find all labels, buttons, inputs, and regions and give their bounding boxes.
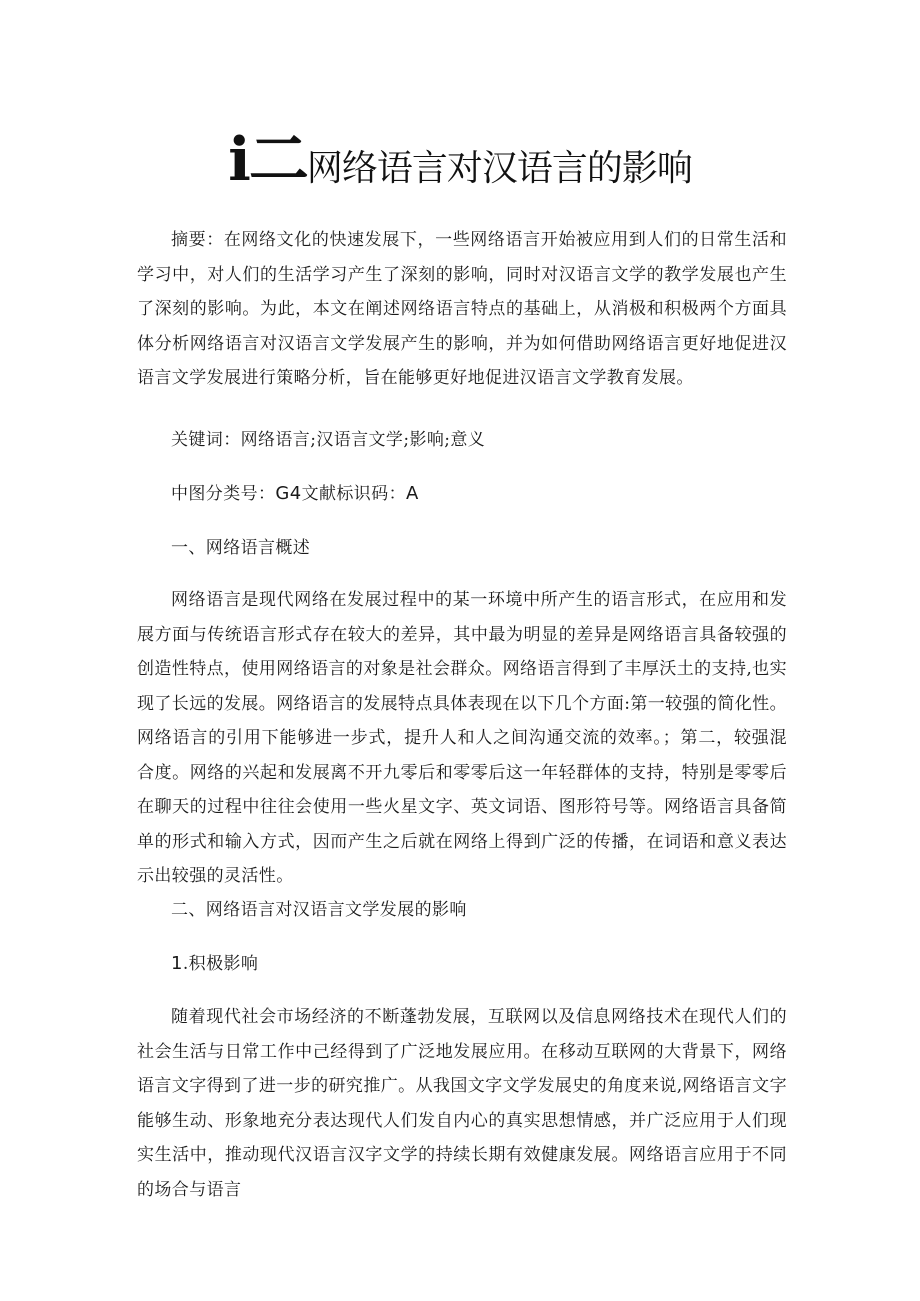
title-prefix: i二 [228,125,307,195]
classification-label: 中图分类号： [171,484,276,504]
subsection1-body: 随着现代社会市场经济的不断蓬勃发展，互联网以及信息网络技术在现代人们的社会生活与日常工作中己经得到了广泛地发展应用。在移动互联网的大背景下，网络语言文字得到了进一步的研究推广。从我国文字文学发展史的角度来说,网络语言文字能够生动、形象地充分表达现代人们发自内心的真实思想情感，并广泛应用于人们现实生活中，推动现代汉语言汉字文学的持续长期有效健康发展。网络语言应用于不同的场合与语言 [137,1007,787,1200]
document-id-code: A [406,483,419,504]
abstract-paragraph: 摘要：在网络文化的快速发展下，一些网络语言开始被应用到人们的日常生活和学习中，对人们的生活学习产生了深刻的影响，同时对汉语言文学的教学发展也产生了深刻的影响。为此，本文在阐述网络语言特点的基础上，从消极和积极两个方面具体分析网络语言对汉语言文学发展产生的影响，并为如何借助网络语言更好地促进汉语言文学发展进行策略分析，旨在能够更好地促进汉语言文学教育发展。 [137,230,787,388]
subsection1-heading [171,952,258,976]
title-main: 网络语言对汉语言的影响 [306,148,692,189]
subsection1-number: 1 [171,953,183,974]
section1-body: 网络语言是现代网络在发展过程中的某一环境中所产生的语言形式，在应用和发展方面与传统语言形式存在较大的差异，其中最为明显的差异是网络语言具备较强的创造性特点，使用网络语言的对象是社会群众。网络语言得到了丰厚沃土的支持,也实现了长远的发展。网络语言的发展特点具体表现在以下几个方面:第一较强的简化性。网络语言的引用下能够进一步式，提升人和人之间沟通交流的效率。；第二，较强混合度。网络的兴起和发展离不开九零后和零零后这一年轻群体的支持，特别是零零后在聊天的过程中往往会使用一些火星文字、英文词语、图形符号等。网络语言具备简单的形式和输入方式，因而产生之后就在网络上得到广泛的传播，在词语和意义表达示出较强的灵活性。 [137,590,787,886]
classification-code: G4 [275,483,302,504]
document-id-label: 文献标识码： [301,484,407,504]
keywords-line: 关键词：网络语言;汉语言文学;影响;意义 [171,430,486,450]
subsection1-title: .积极影响 [182,954,259,974]
document-title [0,112,920,198]
section1-heading: 一、网络语言概述 [171,538,311,558]
section2-heading: 二、网络语言对汉语言文学发展的影响 [171,900,467,920]
classification-line [171,482,419,506]
